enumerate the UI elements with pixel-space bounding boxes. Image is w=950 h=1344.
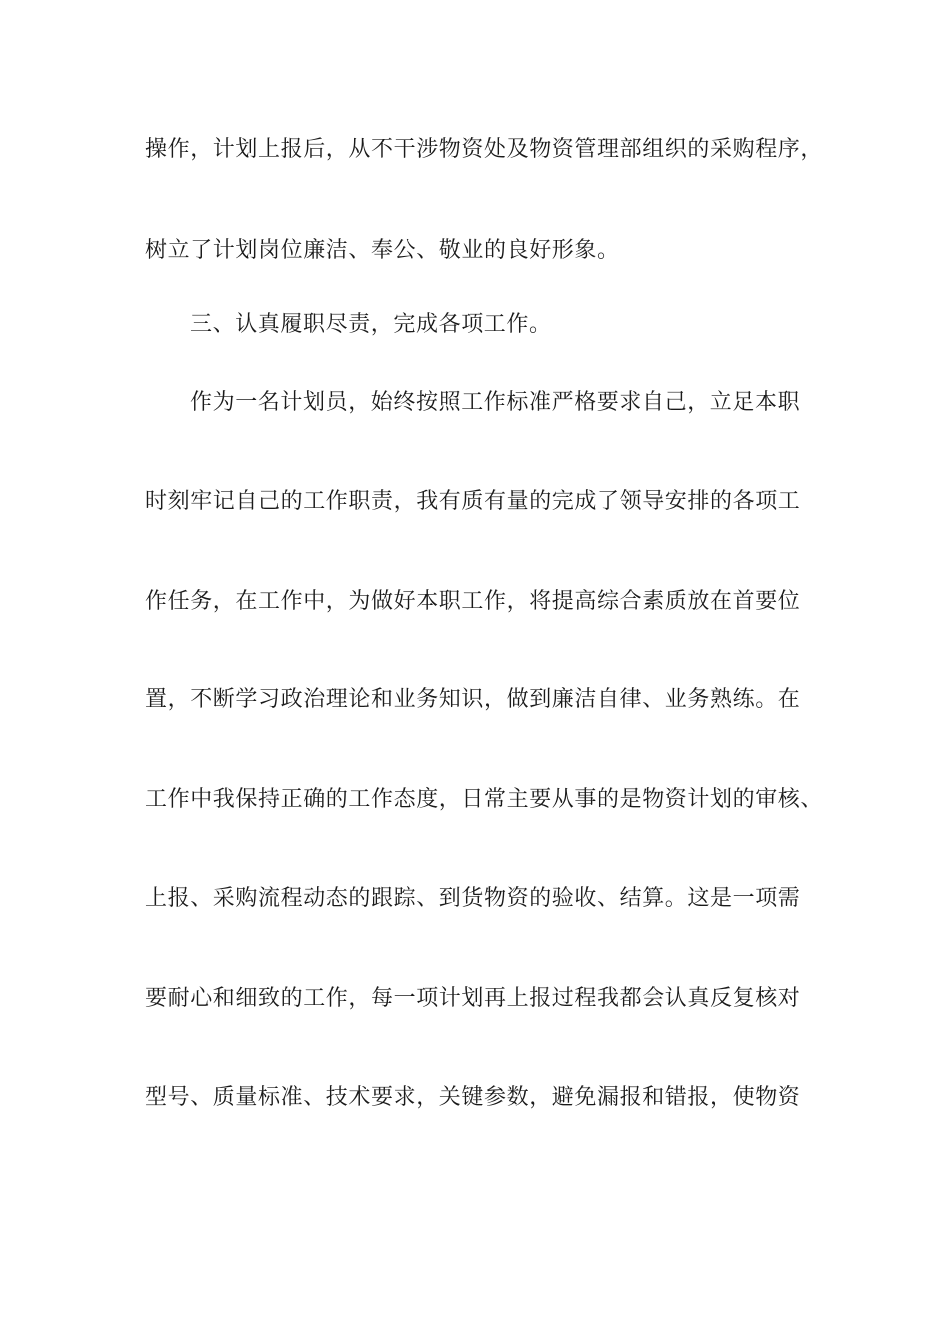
text-line-11: 型号、质量标准、技术要求，关键参数，避免漏报和错报，使物资 <box>145 1085 801 1110</box>
text-line-6: 作任务，在工作中，为做好本职工作，将提高综合素质放在首要位 <box>145 589 801 614</box>
text-line-8: 工作中我保持正确的工作态度，日常主要从事的是物资计划的审核、 <box>145 787 824 812</box>
text-line-5: 时刻牢记自己的工作职责，我有质有量的完成了领导安排的各项工 <box>145 489 801 514</box>
section-heading: 三、认真履职尽责，完成各项工作。 <box>190 312 552 337</box>
text-line-7: 置，不断学习政治理论和业务知识，做到廉洁自律、业务熟练。在 <box>145 687 801 712</box>
text-line-2: 树立了计划岗位廉洁、奉公、敬业的良好形象。 <box>145 238 620 263</box>
paragraph-first-line: 作为一名计划员，始终按照工作标准严格要求自己，立足本职 <box>190 390 801 415</box>
text-line-9: 上报、采购流程动态的跟踪、到货物资的验收、结算。这是一项需 <box>145 886 801 911</box>
text-line-1: 操作，计划上报后，从不干涉物资处及物资管理部组织的采购程序， <box>145 137 824 162</box>
text-line-10: 要耐心和细致的工作，每一项计划再上报过程我都会认真反复核对 <box>145 986 801 1011</box>
